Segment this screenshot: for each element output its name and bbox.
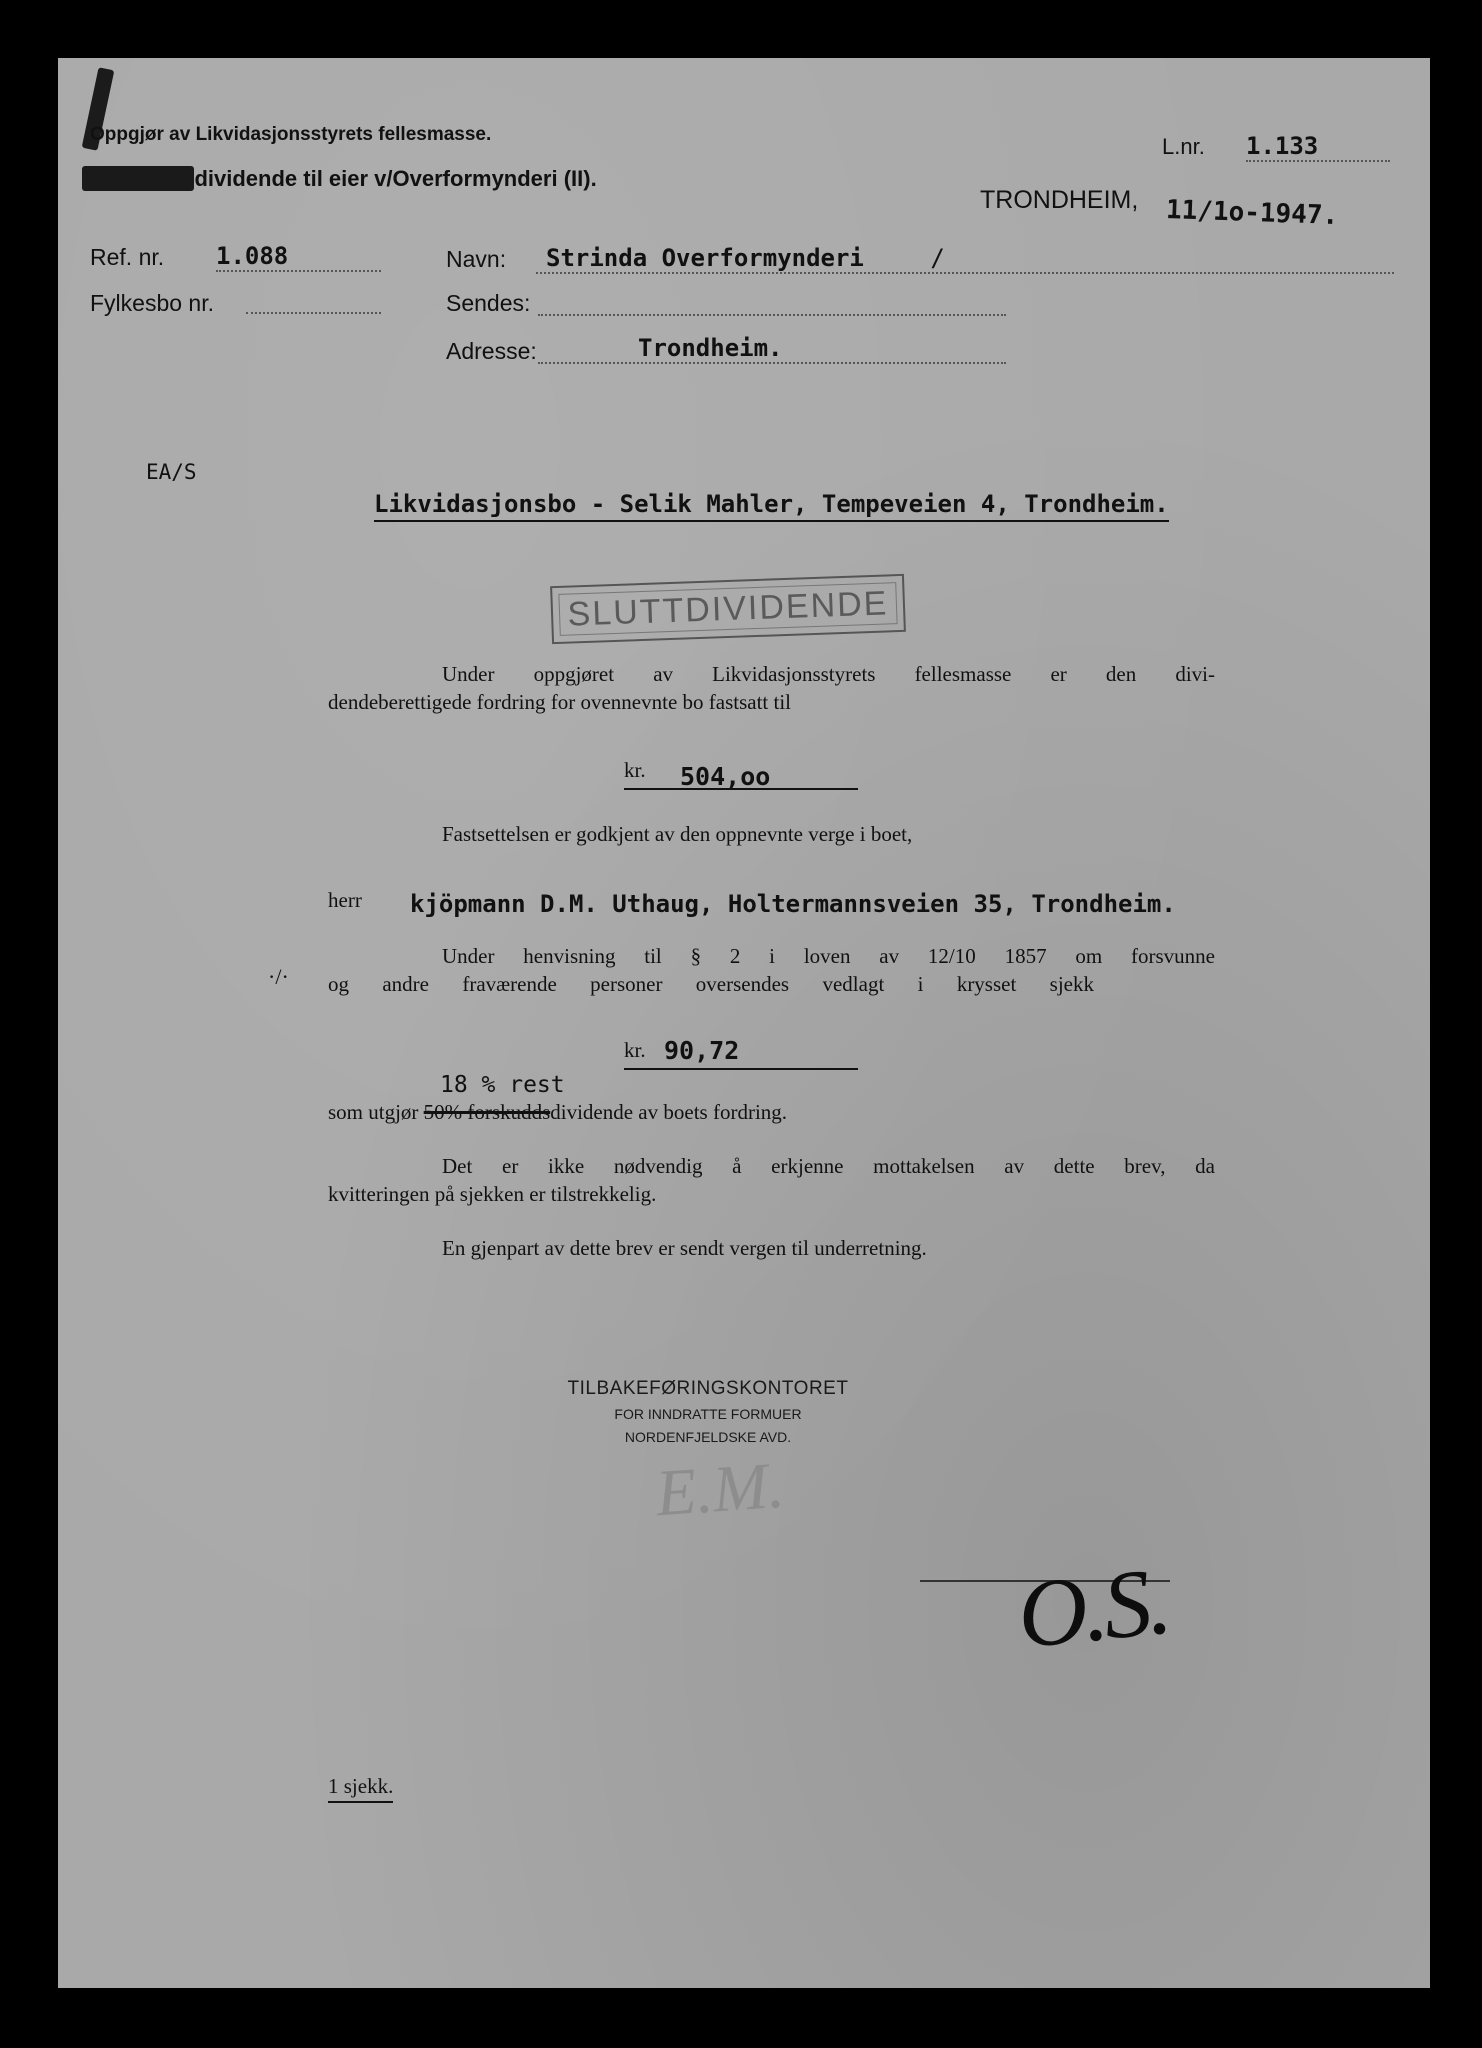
herr-label: herr [328, 888, 362, 912]
navn-value [536, 244, 1394, 274]
ref-label: Ref. nr. [90, 244, 165, 270]
case-subject: Likvidasjonsbo - Selik Mahler, Tempeveien 4, Trondheim. [374, 490, 1169, 522]
paragraph-1-line-2: dendeberettigede fordring for ovennevnte bo fastsatt til [328, 690, 792, 714]
signature: O.S. [1012, 1546, 1173, 1669]
lnr-value: 1.133 [1246, 132, 1390, 162]
ref-value: 1.088 [216, 242, 381, 272]
stamp-inner-frame [558, 582, 897, 636]
letter-date: 11/1o-1947. [1165, 195, 1339, 231]
adresse-text: Trondheim. [638, 334, 783, 362]
lnr-label: L.nr. [1162, 134, 1205, 159]
header-line-2-overstruck: Forskudds [82, 166, 195, 191]
office-line-2: FOR INNDRATTE FORMUER [614, 1406, 802, 1422]
paragraph-4-prefix: som utgjør [328, 1100, 419, 1124]
adresse-value [538, 334, 1006, 364]
typed-insert: 18 % rest [440, 1072, 565, 1098]
navn-mark: / [930, 244, 945, 272]
paragraph-6: En gjenpart av dette brev er sendt vergen til underretning. [442, 1236, 927, 1260]
amount-2-label: kr. [624, 1038, 646, 1062]
paragraph-4-suffix: dividende av boets fordring. [550, 1100, 788, 1124]
document-page [58, 58, 1430, 1988]
case-initials: EA/S [146, 460, 197, 484]
fylkesbo-label: Fylkesbo nr. [90, 290, 214, 316]
paragraph-3-line-2: og andre fraværende personer oversendes vedlagt i krysset sjekk [328, 972, 1094, 996]
place-label: TRONDHEIM, [980, 186, 1139, 214]
sendes-label: Sendes: [446, 290, 531, 316]
paragraph-4 [328, 1100, 787, 1125]
header-line-1: Oppgjør av Likvidasjonsstyrets fellesmasse. [90, 124, 492, 145]
paragraph-5-line-2: kvitteringen på sjekken er tilstrekkelig. [328, 1182, 657, 1206]
header-line-2-text: dividende til eier v/Overformynderi (II). [194, 166, 597, 191]
margin-mark: ·/· [268, 964, 289, 989]
paragraph-1-line-1: Under oppgjøret av Likvidasjonsstyrets fellesmasse er den divi- [442, 662, 1215, 686]
enclosure-note: 1 sjekk. [328, 1774, 393, 1803]
office-block [498, 1378, 918, 1445]
sendes-value [538, 314, 1006, 316]
sluttdividende-stamp [550, 574, 906, 644]
office-line-3: NORDENFJELDSKE AVD. [624, 1429, 792, 1445]
faint-signature: E.M. [653, 1448, 787, 1531]
amount-2-underline [624, 1068, 858, 1070]
paragraph-2: Fastsettelsen er godkjent av den oppnevnte verge i boet, [442, 822, 913, 846]
guardian-value: kjöpmann D.M. Uthaug, Holtermannsveien 35, Trondheim. [410, 890, 1176, 918]
amount-1-label: kr. [624, 758, 646, 782]
header-line-2 [82, 166, 597, 192]
office-line-1: TILBAKEFØRINGSKONTORET [567, 1378, 849, 1399]
navn-label: Navn: [446, 246, 507, 272]
stamp-text: SLUTTDIVIDENDE [566, 583, 889, 634]
fylkesbo-value [246, 312, 381, 314]
amount-1-underline [624, 788, 858, 790]
navn-text: Strinda Overformynderi [546, 244, 864, 272]
paragraph-3-line-1: Under henvisning til § 2 i loven av 12/10 1857 om forsvunne [442, 944, 1215, 968]
paragraph-4-struck: 50% forskudds [423, 1100, 551, 1124]
amount-2-value: 90,72 [664, 1036, 740, 1065]
adresse-label: Adresse: [446, 338, 537, 364]
paragraph-5-line-1: Det er ikke nødvendig å erkjenne mottakelsen av dette brev, da [442, 1154, 1215, 1178]
amount-1-value: 504,oo [680, 762, 771, 791]
